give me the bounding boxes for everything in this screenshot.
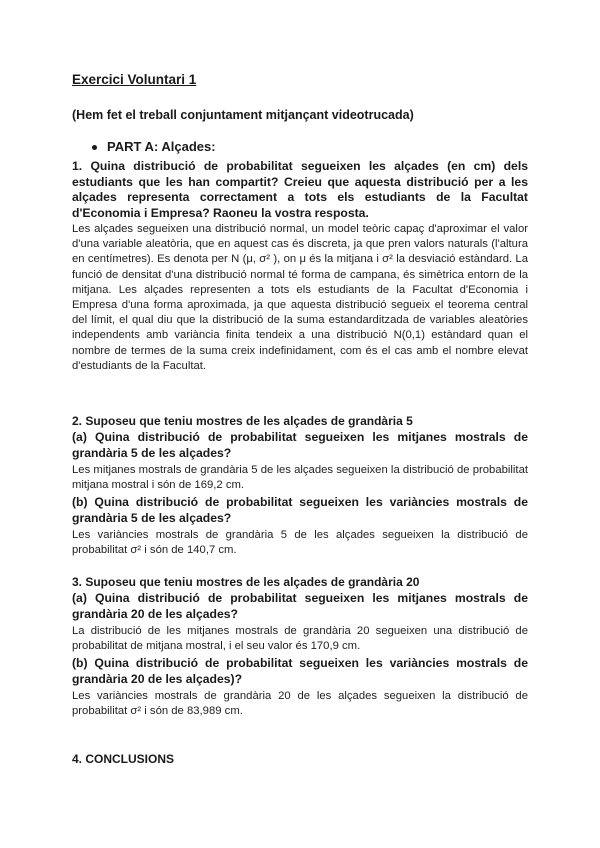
answer-1: Les alçades segueixen una distribució normal, un model teòric capaç d'aproximar el valor d'una variable aleatòria, que en aquest cas és discreta, ja que pren valors naturals (l'altura en centímetres). Es denota per N (μ, σ² ), on μ és la mitjana i σ² la desviació estàndard. La funció de densitat d'una distribució normal té forma de campana, és simètrica entorn de la mitjana. Les alçades representen a tots els estudiants de la Facultat d'Economia i Empresa d'una forma aproximada, ja que aquesta distribució segueix el teorema central del límit, el qual diu que la distribució de la suma estandarditzada de variables aleatòries independents amb variància finita tendeix a una distribució N(0,1) estàndard quan el nombre de termes de la suma creix indefinidament, com és el cas amb el nombre elevat d'estudiants de la Facultat. — [72, 223, 528, 372]
document-subtitle: (Hem fet el treball conjuntament mitjançant videotrucada) — [72, 108, 414, 122]
question-2b: (b) Quina distribució de probabilitat segueixen les variàncies mostrals de grandària 5 de les alçades? — [72, 495, 528, 525]
question-3a: (a) Quina distribució de probabilitat segueixen les mitjanes mostrals de grandària 20 de les alçades? — [72, 591, 528, 621]
conclusions-heading: 4. CONCLUSIONS — [72, 752, 175, 766]
part-a-label: PART A: Alçades: — [107, 139, 216, 154]
question-2-heading: 2. Suposeu que teniu mostres de les alçades de grandària 5 — [72, 414, 413, 428]
question-1: 1. Quina distribució de probabilitat segueixen les alçades (en cm) dels estudiants que les han compartit? Creieu que aquesta distribució per a les alçades representa correctament a tots els estudiants de la Facultat d'Economia i Empresa? Raoneu la vostra resposta. — [72, 159, 528, 220]
document-title: Exercici Voluntari 1 — [72, 72, 197, 87]
answer-2b: Les variàncies mostrals de grandària 5 de les alçades segueixen la distribució de probabilitat σ² i són de 140,7 cm. — [72, 529, 528, 557]
question-3b: (b) Quina distribució de probabilitat segueixen les variàncies mostrals de grandària 20 de les alçades)? — [72, 656, 528, 686]
question-3-heading: 3. Suposeu que teniu mostres de les alçades de grandària 20 — [72, 575, 420, 589]
answer-3b: Les variàncies mostrals de grandària 20 de les alçades segueixen la distribució de probabilitat σ² i són de 83,989 cm. — [72, 690, 528, 718]
part-a-heading — [92, 139, 548, 154]
answer-3a: La distribució de les mitjanes mostrals de grandària 20 segueixen una distribució de probabilitat de mitjana mostral, i el seu valor és 170,9 cm. — [72, 625, 528, 653]
bullet-icon — [92, 145, 97, 150]
answer-2a: Les mitjanes mostrals de grandària 5 de les alçades segueixen la distribució de probabilitat mitjana mostral i són de 169,2 cm. — [72, 464, 528, 492]
question-2a: (a) Quina distribució de probabilitat segueixen les mitjanes mostrals de grandària 5 de les alçades? — [72, 430, 528, 460]
